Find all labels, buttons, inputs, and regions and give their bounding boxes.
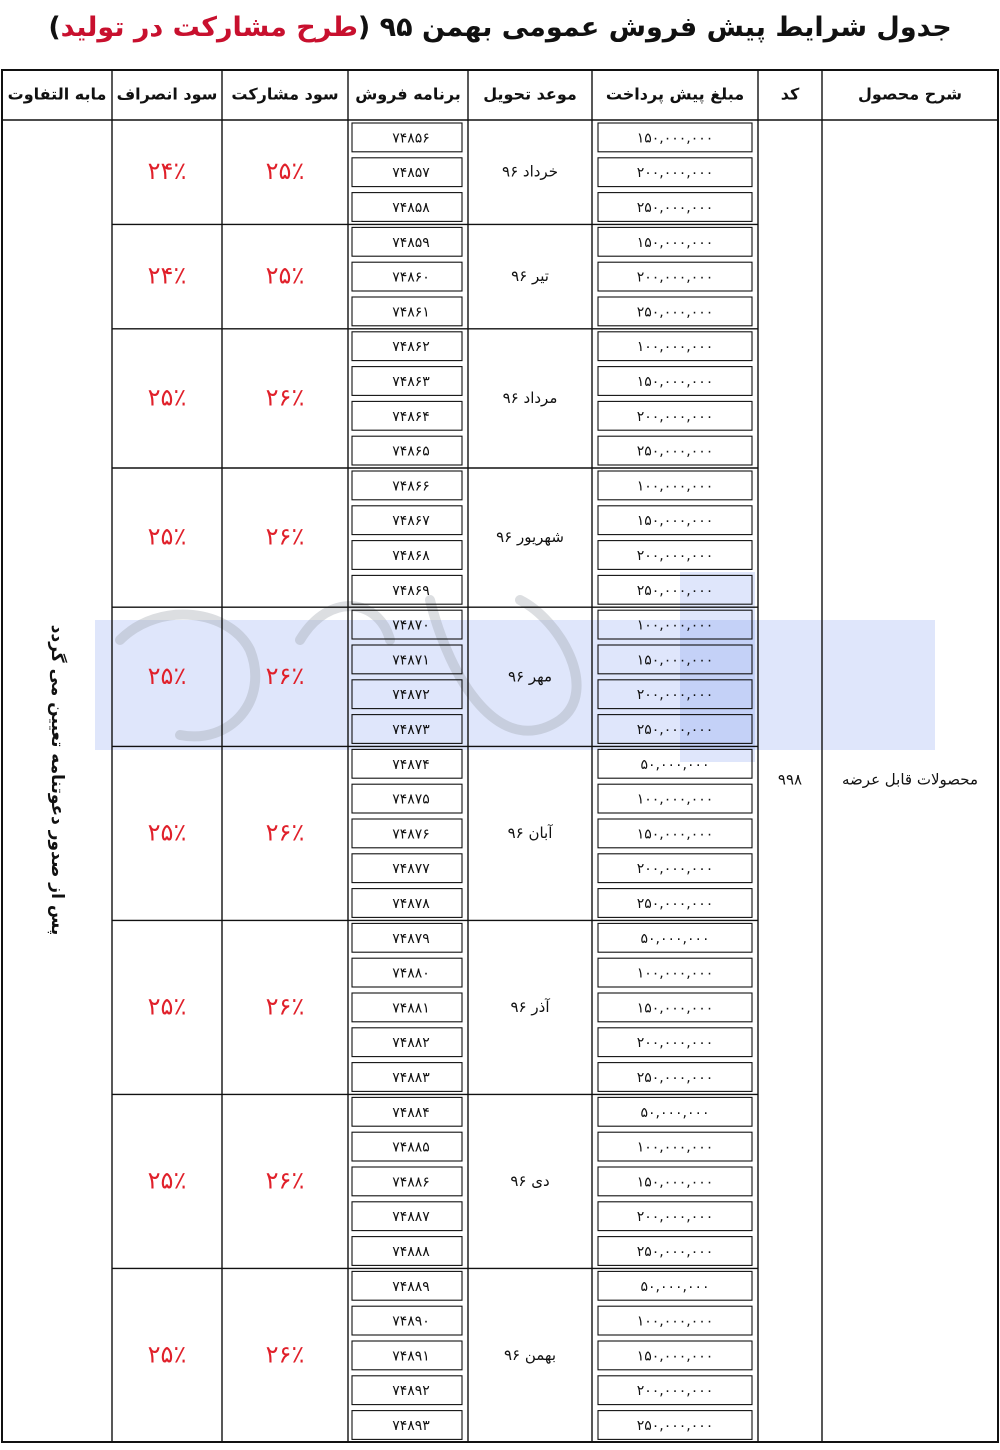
cancellation-profit: ۲۵٪ [147, 1340, 187, 1369]
prepayment-amount: ۱۵۰,۰۰۰,۰۰۰ [636, 826, 714, 843]
prepayment-amount: ۲۰۰,۰۰۰,۰۰۰ [636, 269, 714, 286]
participation-profit: ۲۶٪ [265, 818, 305, 847]
header-description: شرح محصول [858, 84, 962, 104]
prepayment-amount: ۲۰۰,۰۰۰,۰۰۰ [636, 1035, 714, 1052]
sale-program-code: ۷۴۸۷۵ [392, 791, 430, 808]
sale-program-code: ۷۴۸۸۰ [392, 965, 430, 982]
prepayment-amount: ۵۰,۰۰۰,۰۰۰ [640, 1278, 710, 1295]
delivery-date: آبان ۹۶ [507, 823, 553, 842]
prepayment-amount: ۲۵۰,۰۰۰,۰۰۰ [636, 896, 714, 912]
participation-profit: ۲۶٪ [265, 522, 305, 551]
participation-profit: ۲۶٪ [265, 383, 305, 412]
participation-profit: ۲۵٪ [265, 157, 305, 186]
prepayment-amount: ۲۵۰,۰۰۰,۰۰۰ [636, 1070, 714, 1086]
participation-profit: ۲۶٪ [265, 992, 305, 1021]
title-paren-close: ) [48, 12, 61, 43]
sale-program-code: ۷۴۸۶۳ [392, 374, 430, 390]
sale-program-code: ۷۴۸۹۳ [392, 1418, 430, 1434]
delivery-date: دی ۹۶ [510, 1171, 550, 1190]
sale-program-code: ۷۴۸۶۲ [392, 339, 430, 356]
header-prepayment: مبلغ پیش پرداخت [605, 84, 745, 104]
sale-program-code: ۷۴۸۷۲ [392, 687, 430, 704]
prepayment-amount: ۲۰۰,۰۰۰,۰۰۰ [636, 1383, 714, 1400]
sale-program-code: ۷۴۸۵۷ [392, 165, 430, 182]
sale-program-code: ۷۴۸۶۵ [392, 443, 430, 460]
sale-program-code: ۷۴۸۶۱ [392, 304, 430, 321]
prepayment-amount: ۱۵۰,۰۰۰,۰۰۰ [636, 513, 714, 530]
prepayment-amount: ۲۵۰,۰۰۰,۰۰۰ [636, 304, 714, 321]
sale-program-code: ۷۴۸۵۶ [392, 130, 430, 147]
cancellation-profit: ۲۵٪ [147, 1166, 187, 1195]
header-cancellation-profit: سود انصراف [116, 84, 218, 104]
header-participation-profit: سود مشارکت [231, 84, 339, 104]
delivery-date: خرداد ۹۶ [502, 162, 558, 181]
cancellation-profit: ۲۵٪ [147, 992, 187, 1021]
table-body [47, 130, 978, 1434]
table-header-row [8, 85, 962, 105]
sale-program-code: ۷۴۸۸۴ [392, 1104, 430, 1121]
header-delivery: موعد تحویل [483, 84, 577, 104]
prepayment-amount: ۲۵۰,۰۰۰,۰۰۰ [636, 1244, 714, 1260]
prepayment-amount: ۲۰۰,۰۰۰,۰۰۰ [636, 165, 714, 182]
delivery-date: مرداد ۹۶ [502, 388, 558, 407]
sale-program-code: ۷۴۸۹۱ [392, 1348, 430, 1365]
prepayment-amount: ۱۵۰,۰۰۰,۰۰۰ [636, 130, 714, 147]
sale-program-code: ۷۴۸۷۱ [392, 652, 430, 669]
sale-program-code: ۷۴۸۶۴ [392, 408, 430, 425]
delivery-date: آذر ۹۶ [510, 997, 550, 1016]
prepayment-amount: ۲۵۰,۰۰۰,۰۰۰ [636, 582, 714, 599]
prepayment-amount: ۱۰۰,۰۰۰,۰۰۰ [636, 965, 714, 982]
prepayment-amount: ۱۵۰,۰۰۰,۰۰۰ [636, 234, 714, 251]
prepayment-amount: ۲۰۰,۰۰۰,۰۰۰ [636, 1209, 714, 1226]
sale-program-code: ۷۴۸۷۹ [392, 930, 430, 947]
prepayment-amount: ۱۵۰,۰۰۰,۰۰۰ [636, 1174, 714, 1191]
prepayment-amount: ۵۰,۰۰۰,۰۰۰ [640, 930, 710, 947]
prepayment-amount: ۱۵۰,۰۰۰,۰۰۰ [636, 374, 714, 390]
sale-program-code: ۷۴۸۶۸ [392, 548, 430, 564]
sale-program-code: ۷۴۸۸۶ [392, 1174, 430, 1191]
sale-program-code: ۷۴۸۷۷ [392, 861, 430, 878]
prepayment-amount: ۱۵۰,۰۰۰,۰۰۰ [636, 1000, 714, 1017]
sale-program-code: ۷۴۸۶۷ [392, 513, 430, 530]
prepayment-amount: ۲۵۰,۰۰۰,۰۰۰ [636, 1418, 714, 1434]
prepayment-amount: ۵۰,۰۰۰,۰۰۰ [640, 1104, 710, 1121]
sale-program-code: ۷۴۸۹۲ [392, 1383, 430, 1400]
sale-program-code: ۷۴۸۷۳ [392, 722, 430, 738]
header-code: کد [780, 84, 800, 104]
title-paren-open: ( [357, 12, 371, 43]
prepayment-amount: ۲۰۰,۰۰۰,۰۰۰ [636, 408, 714, 425]
sale-program-code: ۷۴۸۸۷ [392, 1209, 430, 1226]
prepayment-amount: ۵۰,۰۰۰,۰۰۰ [640, 756, 710, 773]
prepayment-amount: ۱۰۰,۰۰۰,۰۰۰ [636, 1139, 714, 1156]
prepayment-amount: ۱۵۰,۰۰۰,۰۰۰ [636, 1348, 714, 1365]
delivery-date: تیر ۹۶ [511, 267, 549, 286]
sale-program-code: ۷۴۸۷۸ [392, 896, 430, 912]
prepayment-amount: ۲۰۰,۰۰۰,۰۰۰ [636, 861, 714, 878]
prepayment-amount: ۲۰۰,۰۰۰,۰۰۰ [636, 687, 714, 704]
sale-program-code: ۷۴۸۶۹ [392, 582, 430, 599]
participation-profit: ۲۶٪ [265, 1166, 305, 1195]
participation-profit: ۲۵٪ [265, 261, 305, 290]
sale-program-code: ۷۴۸۸۸ [392, 1244, 430, 1260]
sale-program-code: ۷۴۸۸۳ [392, 1070, 430, 1086]
prepayment-amount: ۲۵۰,۰۰۰,۰۰۰ [636, 722, 714, 738]
delivery-date: شهریور ۹۶ [496, 528, 564, 547]
title-main: جدول شرایط پیش فروش عمومی بهمن ۹۵ [379, 12, 952, 43]
cancellation-profit: ۲۴٪ [147, 261, 187, 290]
prepayment-amount: ۲۵۰,۰۰۰,۰۰۰ [636, 200, 714, 216]
prepayment-amount: ۱۰۰,۰۰۰,۰۰۰ [636, 339, 714, 356]
cancellation-profit: ۲۴٪ [147, 157, 187, 186]
title-highlight: طرح مشارکت در تولید [60, 12, 358, 43]
product-description: محصولات قابل عرضه [842, 770, 978, 789]
header-difference: مابه التفاوت [7, 84, 107, 104]
cancellation-profit: ۲۵٪ [147, 818, 187, 847]
header-sale-program: برنامه فروش [355, 84, 461, 104]
prepayment-amount: ۱۰۰,۰۰۰,۰۰۰ [636, 617, 714, 634]
sale-program-code: ۷۴۸۷۰ [392, 617, 430, 634]
sale-program-code: ۷۴۸۸۱ [392, 1000, 430, 1017]
delivery-date: بهمن ۹۶ [503, 1345, 557, 1364]
prepayment-amount: ۱۰۰,۰۰۰,۰۰۰ [636, 791, 714, 808]
sale-program-code: ۷۴۸۷۴ [392, 756, 430, 773]
prepayment-amount: ۱۰۰,۰۰۰,۰۰۰ [636, 478, 714, 495]
sale-program-code: ۷۴۸۸۹ [392, 1278, 430, 1295]
sale-program-code: ۷۴۸۸۵ [392, 1139, 430, 1156]
prepayment-amount: ۱۵۰,۰۰۰,۰۰۰ [636, 652, 714, 669]
sale-program-code: ۷۴۸۶۶ [392, 478, 430, 495]
sale-program-code: ۷۴۸۵۸ [392, 200, 430, 216]
prepayment-amount: ۲۰۰,۰۰۰,۰۰۰ [636, 548, 714, 564]
prepayment-amount: ۲۵۰,۰۰۰,۰۰۰ [636, 443, 714, 460]
sale-program-code: ۷۴۸۹۰ [392, 1313, 430, 1330]
delivery-date: مهر ۹۶ [507, 667, 553, 686]
participation-profit: ۲۶٪ [265, 661, 305, 690]
participation-profit: ۲۶٪ [265, 1340, 305, 1369]
sale-program-code: ۷۴۸۷۶ [392, 826, 430, 843]
sale-program-code: ۷۴۸۵۹ [392, 234, 430, 251]
cancellation-profit: ۲۵٪ [147, 383, 187, 412]
sale-program-code: ۷۴۸۶۰ [392, 269, 430, 286]
sale-program-code: ۷۴۸۸۲ [392, 1035, 430, 1052]
prepayment-amount: ۱۰۰,۰۰۰,۰۰۰ [636, 1313, 714, 1330]
product-code: ۹۹۸ [777, 770, 803, 789]
cancellation-profit: ۲۵٪ [147, 661, 187, 690]
difference-note: پس از صدور دعوتنامه تعیین می گردد [47, 624, 67, 936]
cancellation-profit: ۲۵٪ [147, 522, 187, 551]
